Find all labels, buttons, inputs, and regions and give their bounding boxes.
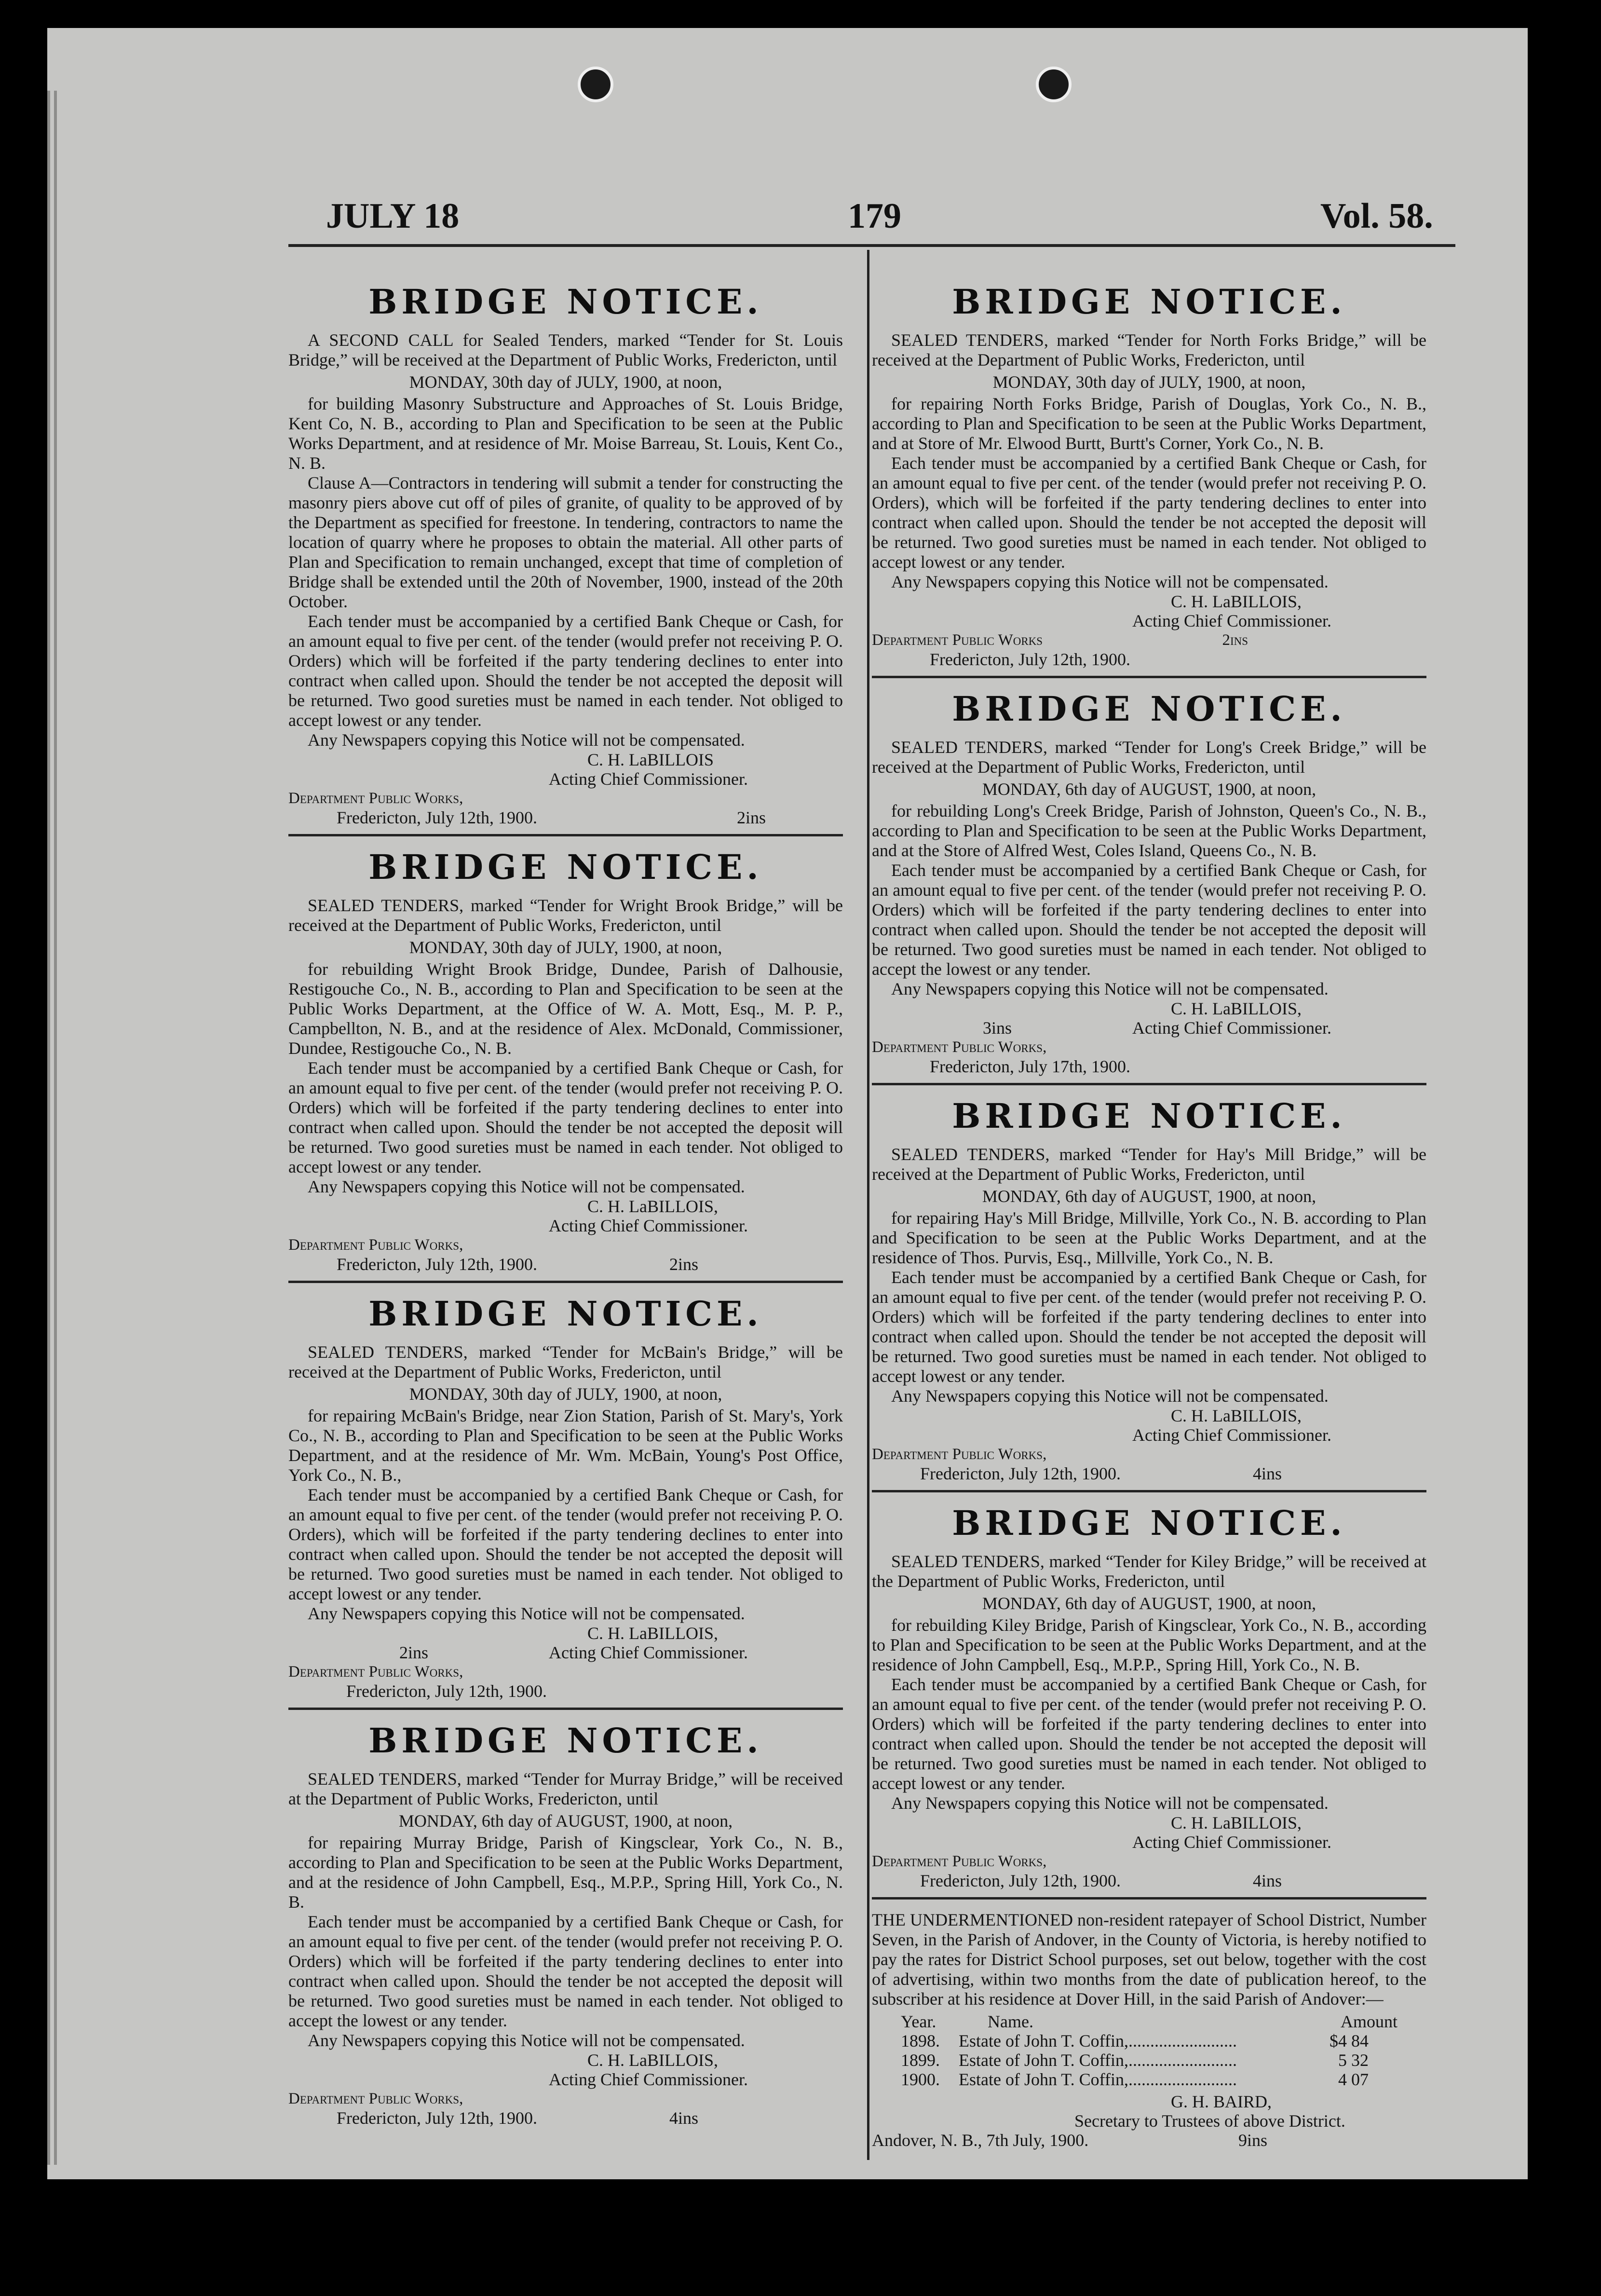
notice-date-line: MONDAY, 6th day of AUGUST, 1900, at noon, [398, 1811, 733, 1831]
notice-paragraph: for rebuilding Long's Creek Bridge, Parish of Johnston, Queen's Co., N. B., according to Plan and Specification to be seen at the Public Works Department, and at the Store of Alfred West, Coles Island, Queens Co., N. B. [872, 801, 1426, 860]
notice-separator [288, 1708, 843, 1710]
table-cell: Estate of John T. Coffin,......................... [959, 2070, 1237, 2089]
notice-title: BRIDGE NOTICE. [952, 1096, 1346, 1136]
table-row [872, 2070, 1426, 2089]
insertion-count: 4ins [1252, 1871, 1282, 1890]
table-cell: 5 32 [1338, 2050, 1369, 2070]
table-cell: $4 84 [1330, 2031, 1369, 2050]
insertion-count: 2ins [669, 1255, 698, 1274]
insertion-count: 9ins [1238, 2131, 1267, 2150]
notice-separator [872, 1083, 1426, 1085]
department-line: Department Public Works, [872, 1446, 1047, 1463]
left-column [288, 279, 843, 2138]
notice-hays-mill-bridge [872, 1096, 1426, 1492]
signer-name: C. H. LaBILLOIS, [587, 1624, 718, 1643]
column-header: Year. [901, 2012, 936, 2031]
notice-paragraph: Any Newspapers copying this Notice will not be compensated. [308, 2031, 745, 2050]
department-line: Department Public Works, [288, 790, 463, 807]
notice-paragraph: for rebuilding Wright Brook Bridge, Dundee, Parish of Dalhousie, Restigouche Co., N. B., according to Plan and Specification to be seen at the Public Works Department, at the Office of W. A. Mott, Esq., M. P. P., Campbellton, N. B., and at the residence of Alex. McDonald, Commissioner, Dundee, Restigouche Co., N. B. [288, 959, 843, 1058]
signer-name: C. H. LaBILLOIS [587, 750, 714, 769]
notice-title: BRIDGE NOTICE. [368, 847, 763, 887]
signer-title: Acting Chief Commissioner. [1132, 1832, 1331, 1852]
header-rule [288, 244, 1455, 247]
notice-separator [872, 1490, 1426, 1492]
notice-intro: SEALED TENDERS, marked “Tender for Long's Creek Bridge,” will be received at the Department of Public Works, Fredericton, until [872, 738, 1426, 777]
notice-title: BRIDGE NOTICE. [368, 1294, 763, 1334]
notice-title: BRIDGE NOTICE. [952, 1503, 1346, 1543]
rates-table [872, 2012, 1426, 2089]
notice-north-forks-bridge [872, 282, 1426, 678]
insertion-count: 2ins [1222, 631, 1248, 649]
notice-intro: SEALED TENDERS, marked “Tender for Murray Bridge,” will be received at the Department of Public Works, Fredericton, until [288, 1769, 843, 1808]
notice-date-line: MONDAY, 30th day of JULY, 1900, at noon, [409, 1384, 722, 1404]
department-line: Department Public Works [872, 631, 1043, 649]
signer-title: Acting Chief Commissioner. [549, 769, 748, 789]
department-line: Department Public Works, [288, 2090, 463, 2107]
notice-st-louis-bridge [288, 282, 843, 836]
signer-title: Acting Chief Commissioner. [1132, 611, 1331, 630]
school-notice-text: THE UNDERMENTIONED non-resident ratepayer of School District, Number Seven, in the Parish of Andover, in the County of Victoria, is hereby notified to pay the rates for District School purposes, set out below, together with the cost of advertising, within two months from the date of publication hereof, to the subscriber at his residence at Dover Hill, in the said Parish of Andover:— [872, 1910, 1426, 2009]
signer-name: C. H. LaBILLOIS, [1171, 999, 1302, 1018]
signer-title: Acting Chief Commissioner. [1132, 1425, 1331, 1445]
notice-intro: SEALED TENDERS, marked “Tender for Kiley Bridge,” will be received at the Department of Public Works, Fredericton, until [872, 1552, 1426, 1591]
notice-title: BRIDGE NOTICE. [368, 282, 763, 322]
column-header: Amount [1340, 2012, 1397, 2031]
notice-intro: SEALED TENDERS, marked “Tender for McBain's Bridge,” will be received at the Department of Public Works, Fredericton, until [288, 1342, 843, 1381]
notice-paragraph: Each tender must be accompanied by a certified Bank Cheque or Cash, for an amount equal to five per cent. of the tender (would prefer not receiving P. O. Orders) which will be forfeited if the party tendering declines to enter into contract when called upon. Should the tender be not accepted the deposit will be returned. Two good sureties must be named in each tender. Not obliged to accept the lowest or any tender. [288, 1912, 843, 2030]
notice-intro: SEALED TENDERS, marked “Tender for Hay's Mill Bridge,” will be received at the Department of Public Works, Fredericton, until [872, 1145, 1426, 1184]
notice-paragraph: for repairing Hay's Mill Bridge, Millville, York Co., N. B. according to Plan and Specification to be seen at the Public Works Department, and at the residence of Thos. Purvis, Esq., Millville, York Co., N. B. [872, 1208, 1426, 1267]
insertion-count: 2ins [399, 1643, 429, 1662]
page-number: 179 [848, 196, 901, 236]
notice-paragraph: Each tender must be accompanied by a certified Bank Cheque or Cash, for an amount equal to five per cent. of the tender (would prefer not receiving P. O. Orders), which will be forfeited if the party tendering declines to enter into contract when called upon. Should the tender be not accepted the deposit will be returned. Two good sureties must be named in each tender. Not obliged to accept lowest or any tender. [288, 1485, 843, 1603]
table-cell: Estate of John T. Coffin,......................... [959, 2031, 1237, 2050]
notice-kiley-bridge [872, 1503, 1426, 1900]
column-header: Name. [988, 2012, 1033, 2031]
signer-name: C. H. LaBILLOIS, [1171, 1813, 1302, 1832]
notice-paragraph: Each tender must be accompanied by a certified Bank Cheque or Cash, for an amount equal to five per cent. of the tender (would prefer not receiving P. O. Orders) which will be forfeited if the party tendering declines to enter into contract when called upon. Should the tender be not accepted the deposit will be returned. Two good sureties must be named in each tender. Not obliged to accept the lowest or any tender. [872, 861, 1426, 979]
newspaper-page [47, 28, 1528, 2179]
signer-title: Acting Chief Commissioner. [1132, 1018, 1331, 1038]
place-date: Fredericton, July 12th, 1900. [337, 808, 537, 827]
table-cell: 1899. [901, 2050, 940, 2070]
notice-title: BRIDGE NOTICE. [368, 1721, 763, 1761]
insertion-count: 3ins [983, 1018, 1012, 1038]
notice-separator [872, 1897, 1426, 1900]
signer-name: C. H. LaBILLOIS, [1171, 592, 1302, 611]
signer-title: Secretary to Trustees of above District. [1074, 2111, 1345, 2131]
signer-title: Acting Chief Commissioner. [549, 2070, 748, 2089]
notice-murray-bridge [288, 1721, 843, 2128]
page-edge [54, 91, 57, 2165]
notice-title: BRIDGE NOTICE. [952, 689, 1346, 729]
notice-date-line: MONDAY, 30th day of JULY, 1900, at noon, [409, 372, 722, 392]
notice-paragraph: Each tender must be accompanied by a certified Bank Cheque or Cash, for an amount equal to five per cent. of the tender (would prefer not receiving P. O. Orders), which will be forfeited if the party tendering declines to enter into contract when called upon. Should the tender be not accepted the deposit will be returned. Two good sureties must be named in each tender. Not obliged to accept lowest or any tender. [872, 453, 1426, 572]
department-line: Department Public Works, [288, 1663, 463, 1681]
notice-paragraph: Any Newspapers copying this Notice will not be compensated. [308, 1604, 745, 1623]
notice-paragraph: for building Masonry Substructure and Approaches of St. Louis Bridge, Kent Co, N. B., according to Plan and Specification to be seen at the Public Works Department, and at residence of Mr. Moise Barreau, St. Louis, Kent Co., N. B. [288, 394, 843, 473]
notice-paragraph: Any Newspapers copying this Notice will not be compensated. [891, 572, 1329, 591]
notice-paragraph: Any Newspapers copying this Notice will not be compensated. [891, 1793, 1329, 1813]
signer-name: C. H. LaBILLOIS, [587, 2050, 718, 2070]
table-row [872, 2031, 1426, 2050]
notice-paragraph: Each tender must be accompanied by a certified Bank Cheque or Cash, for an amount equal to five per cent. of the tender (would prefer not receiving P. O. Orders) which will be forfeited if the party tendering declines to enter into contract when called upon. Should the tender be not accepted the deposit will be returned. Two good sureties must be named in each tender. Not obliged to accept lowest or any tender. [872, 1675, 1426, 1793]
place-date: Fredericton, July 12th, 1900. [930, 650, 1130, 669]
notice-intro: SEALED TENDERS, marked “Tender for Wright Brook Bridge,” will be received at the Department of Public Works, Fredericton, until [288, 896, 843, 935]
department-line: Department Public Works, [872, 1039, 1047, 1056]
volume-number: Vol. 58. [1320, 196, 1433, 236]
notice-paragraph: Each tender must be accompanied by a certified Bank Cheque or Cash, for an amount equal to five per cent. of the tender (would prefer not receiving P. O. Orders) which will be forfeited if the party tendering declines to enter into contract when called upon. Should the tender be not accepted the deposit will be returned. Two good sureties must be named in each tender. Not obliged to accept lowest or any tender. [872, 1268, 1426, 1386]
signer-name: C. H. LaBILLOIS, [587, 1197, 718, 1216]
notice-paragraph: for repairing North Forks Bridge, Parish of Douglas, York Co., N. B., according to Plan and Specification to be seen at the Public Works Department, and at Store of Mr. Elwood Burtt, Burtt's Corner, York Co., N. B. [872, 394, 1426, 453]
notice-paragraph: Each tender must be accompanied by a certified Bank Cheque or Cash, for an amount equal to five per cent. of the tender (would prefer not receiving P. O. Orders) which will be forfeited if the party tendering declines to enter into contract when called upon. Should the tender be not accepted the deposit will be returned. Two good sureties must be named in each tender. Not obliged to accept lowest or any tender. [288, 1058, 843, 1176]
notice-date-line: MONDAY, 30th day of JULY, 1900, at noon, [992, 372, 1306, 392]
right-column [872, 279, 1426, 2160]
place-date: Fredericton, July 12th, 1900. [337, 1255, 537, 1274]
notice-intro: SEALED TENDERS, marked “Tender for North Forks Bridge,” will be received at the Department of Public Works, Fredericton, until [872, 330, 1426, 369]
table-header-row [872, 2012, 1426, 2031]
issue-date: JULY 18 [326, 196, 460, 236]
notice-separator [872, 676, 1426, 678]
notice-paragraph: Any Newspapers copying this Notice will not be compensated. [308, 1177, 745, 1196]
notice-date-line: MONDAY, 6th day of AUGUST, 1900, at noon, [982, 1594, 1316, 1613]
signer-title: Acting Chief Commissioner. [549, 1216, 748, 1235]
table-cell: 1898. [901, 2031, 940, 2050]
notice-wright-brook-bridge [288, 847, 843, 1283]
department-line: Department Public Works, [872, 1853, 1047, 1870]
place-date: Fredericton, July 12th, 1900. [920, 1464, 1121, 1483]
signer-title: Acting Chief Commissioner. [549, 1643, 748, 1662]
notice-intro: A SECOND CALL for Sealed Tenders, marked “Tender for St. Louis Bridge,” will be received at the Department of Public Works, Fredericton, until [288, 330, 843, 369]
notice-paragraph: Each tender must be accompanied by a certified Bank Cheque or Cash, for an amount equal to five per cent. of the tender (would prefer not receiving P. O. Orders) which will be forfeited if the party tendering declines to enter into contract when called upon. Should the tender be not accepted the deposit will be returned. Two good sureties must be named in each tender. Not obliged to accept lowest or any tender. [288, 612, 843, 730]
table-cell: 1900. [901, 2070, 940, 2089]
place-date: Fredericton, July 12th, 1900. [920, 1871, 1121, 1890]
table-row [872, 2050, 1426, 2070]
notice-paragraph: Any Newspapers copying this Notice will not be compensated. [891, 979, 1329, 998]
notice-mcbains-bridge [288, 1294, 843, 1710]
notice-separator [288, 1281, 843, 1283]
signer-name: C. H. LaBILLOIS, [1171, 1406, 1302, 1425]
column-rule [867, 250, 869, 2160]
notice-date-line: MONDAY, 6th day of AUGUST, 1900, at noon, [982, 1187, 1316, 1206]
school-rates-notice [872, 1910, 1426, 2150]
punch-hole [1036, 67, 1072, 102]
insertion-count: 4ins [1252, 1464, 1282, 1483]
table-cell: Estate of John T. Coffin,......................... [959, 2050, 1237, 2070]
place-date: Fredericton, July 17th, 1900. [930, 1057, 1130, 1076]
notice-date-line: MONDAY, 6th day of AUGUST, 1900, at noon, [982, 779, 1316, 799]
notice-title: BRIDGE NOTICE. [952, 282, 1346, 322]
punch-hole [578, 67, 613, 102]
page-edge [47, 91, 50, 2165]
notice-paragraph: Clause A—Contractors in tendering will submit a tender for constructing the masonry piers above cut off of piles of granite, of quality to be approved of by the Department as specified for freestone. In tendering, contractors to name the location of quarry where he proposes to obtain the material. All other parts of Plan and Specification to remain unchanged, except that time of completion of Bridge shall be extended until the 20th of November, 1900, instead of the 20th October. [288, 473, 843, 611]
table-cell: 4 07 [1338, 2070, 1369, 2089]
place-date: Fredericton, July 12th, 1900. [337, 2108, 537, 2128]
notice-separator [288, 834, 843, 836]
place-date: Fredericton, July 12th, 1900. [346, 1681, 547, 1701]
notice-paragraph: for repairing McBain's Bridge, near Zion Station, Parish of St. Mary's, York Co., N. B., according to Plan and Specification to be seen at the Public Works Department, and at the residence of Mr. Wm. McBain, Young's Post Office, York Co., N. B., [288, 1406, 843, 1485]
notice-paragraph: for rebuilding Kiley Bridge, Parish of Kingsclear, York Co., N. B., according to Plan and Specification to be seen at the Public Works Department, and at the residence of John Campbell, Esq., M.P.P., Spring Hill, York Co., N. B. [872, 1615, 1426, 1674]
notice-longs-creek-bridge [872, 689, 1426, 1085]
department-line: Department Public Works, [288, 1236, 463, 1254]
notice-date-line: MONDAY, 30th day of JULY, 1900, at noon, [409, 938, 722, 957]
notice-paragraph: for repairing Murray Bridge, Parish of Kingsclear, York Co., N. B., according to Plan and Specification to be seen at the Public Works Department, and at the residence of John Campbell, Esq., M.P.P., Spring Hill, York Co., N. B. [288, 1833, 843, 1912]
notice-paragraph: Any Newspapers copying this Notice will not be compensated. [308, 730, 745, 750]
notice-paragraph: Any Newspapers copying this Notice will not be compensated. [891, 1386, 1329, 1406]
signer-name: G. H. BAIRD, [1171, 2092, 1272, 2111]
place-date: Andover, N. B., 7th July, 1900. [872, 2131, 1089, 2150]
insertion-count: 4ins [669, 2108, 698, 2128]
insertion-count: 2ins [736, 808, 766, 827]
